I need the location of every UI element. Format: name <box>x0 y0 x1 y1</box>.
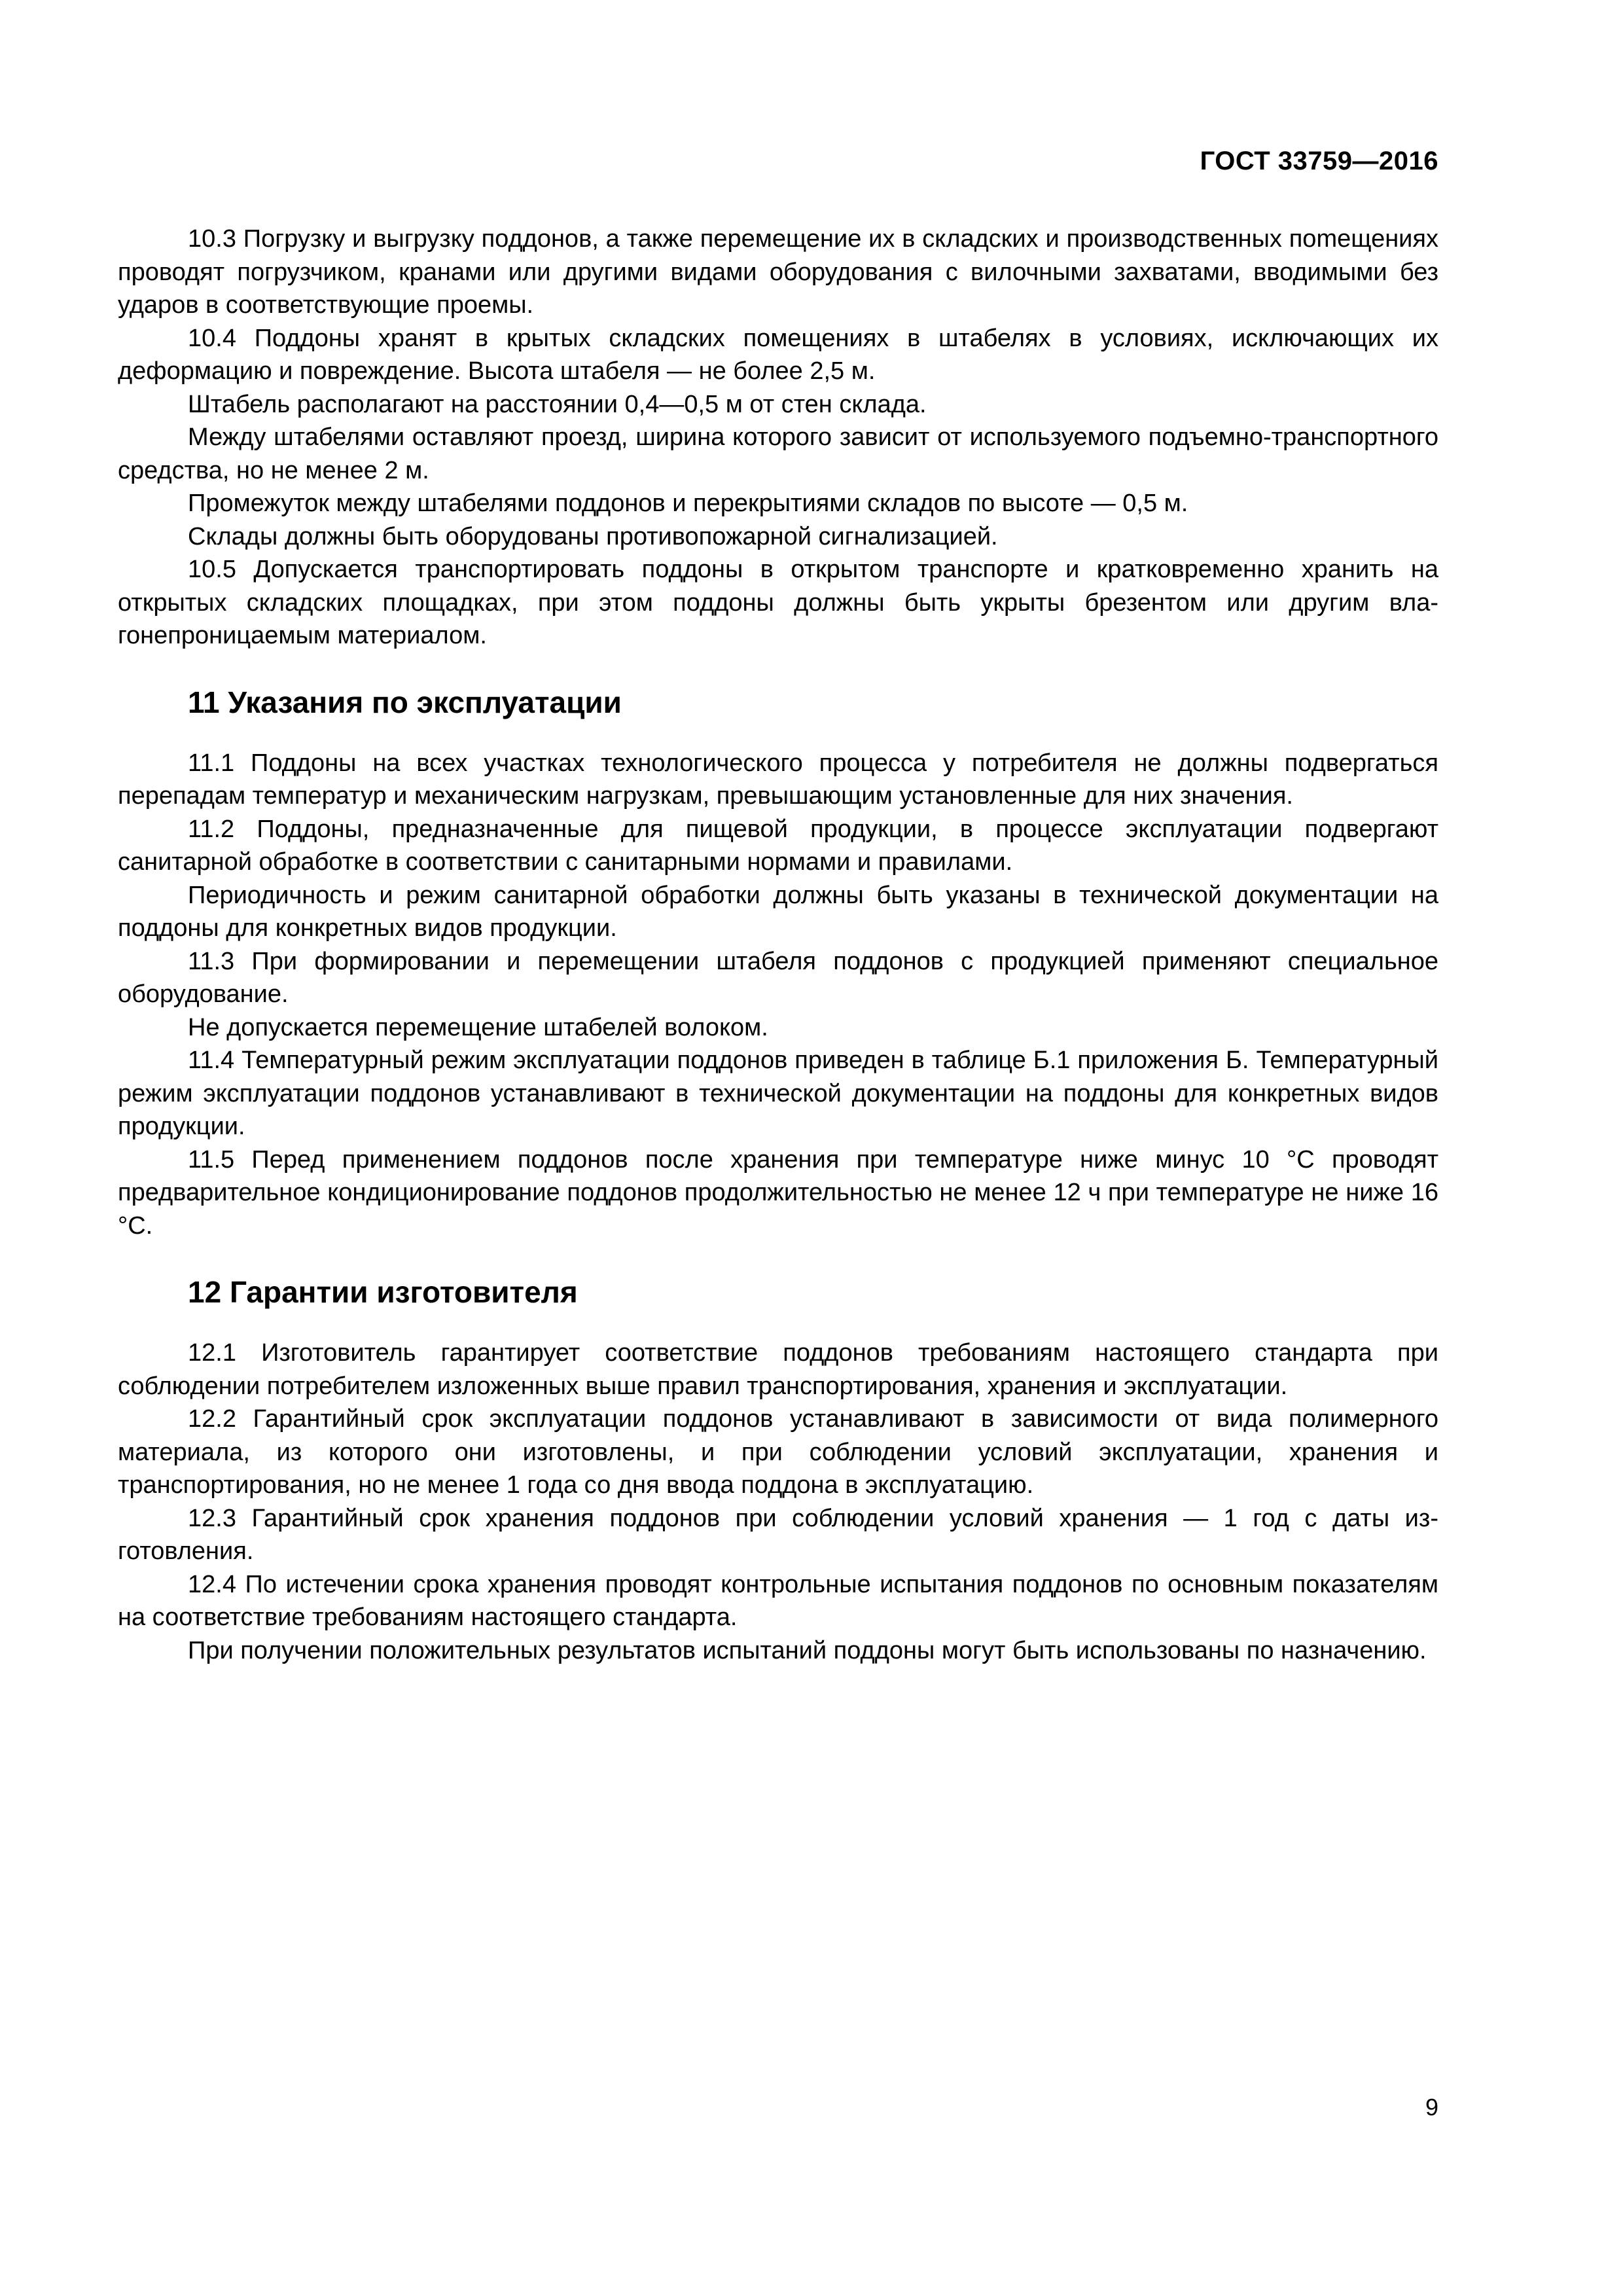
paragraph-12-2: 12.2 Гарантийный срок эксплуатации поддонов устанавливают в зависимости от вида полимерного материала, из которого они изготовлены, и при соблюдении условий эксплуатации, хранения и транспортирования, но не менее 1 года со дня ввода поддона в эксплуатацию. <box>118 1405 1438 1499</box>
paragraph-stack-distance: Штабель располагают на расстоянии 0,4—0,5 м от стен склада. <box>188 390 927 418</box>
paragraph-11-2: 11.2 Поддоны, предназначенные для пищевой продукции, в процессе эксплуатации подвергают санитарной обработке в соответствии с санитарными нормами и правилами. <box>118 815 1438 876</box>
paragraph-sanitary-frequency: Периодичность и режим санитарной обработки должны быть указаны в технической документации на поддоны для конкретных видов продукции. <box>118 881 1438 942</box>
paragraph-10-4: 10.4 Поддоны хранят в крытых складских помещениях в штабелях в условиях, исключающих их деформацию и повреждение. Высота штабеля — не более 2,5 м. <box>118 324 1438 385</box>
section-12-heading: 12 Гарантии изготовителя <box>188 1275 578 1309</box>
paragraph-10-5: 10.5 Допускается транспортировать поддоны в открытом транспорте и кратковременно хранить на открытых складских площадках, при этом поддоны должны быть укрыты брезентом или другим влагонепроницаемым материалом. <box>118 556 1438 649</box>
page-body <box>118 223 1438 1667</box>
paragraph-12-4: 12.4 По истечении срока хранения проводят контрольные испытания поддонов по основным показателям на соответствие требованиям настоящего стандарта. <box>118 1570 1438 1631</box>
page-number: 9 <box>1425 2094 1438 2121</box>
paragraph-12-1: 12.1 Изготовитель гарантирует соответствие поддонов требованиям настоящего стандарта при соблюдении потребителем изложенных выше правил транспортирования, хранения и эксплуатации. <box>118 1339 1438 1400</box>
paragraph-11-1: 11.1 Поддоны на всех участках технологического процесса у потребителя не должны подвергаться перепадам температур и механическим нагрузкам, превышающим установленные для них значения. <box>118 749 1438 810</box>
paragraph-10-3: 10.3 Погрузку и выгрузку поддонов, а также перемещение их в складских и производственных поmещениях проводят погрузчиком, кранами или другими видами оборудования с вилочными захватами, вводимыми без ударов в соответствующие проемы. <box>118 225 1438 319</box>
paragraph-12-3: 12.3 Гарантийный срок хранения поддонов при соблюдении условий хранения — 1 год с даты изготовления. <box>118 1504 1438 1565</box>
paragraph-stack-gap: Промежуток между штабелями поддонов и перекрытиями складов по высоте — 0,5 м. <box>188 490 1188 517</box>
document-code-header: ГОСТ 33759—2016 <box>1200 147 1438 175</box>
paragraph-11-3: 11.3 При формировании и перемещении штабеля поддонов с продукцией применяют специальное оборудование. <box>118 947 1438 1008</box>
paragraph-no-dragging: Не допускается перемещение штабелей волоком. <box>188 1013 768 1041</box>
paragraph-fire-alarm: Склады должны быть оборудованы противопожарной сигнализацией. <box>188 522 998 550</box>
paragraph-11-4: 11.4 Температурный режим эксплуатации поддонов приведен в таблице Б.1 приложения Б. Температурный режим эксплуатации поддонов устанавливают в технической документации на поддоны для конкретных видов продукции. <box>118 1047 1438 1140</box>
paragraph-stack-passage: Между штабелями оставляют проезд, ширина которого зависит от используемого подъемно-транспортного средства, но не менее 2 м. <box>118 423 1438 484</box>
section-11-heading: 11 Указания по эксплуатации <box>188 685 622 719</box>
paragraph-positive-results: При получении положительных результатов испытаний поддоны могут быть использованы по назначению. <box>188 1636 1427 1664</box>
paragraph-11-5: 11.5 Перед применением поддонов после хранения при температуре ниже минус 10 °С проводят предварительное кондиционирование поддонов продолжительностью не менее 12 ч при температуре не ниже 16 °С. <box>118 1145 1438 1240</box>
